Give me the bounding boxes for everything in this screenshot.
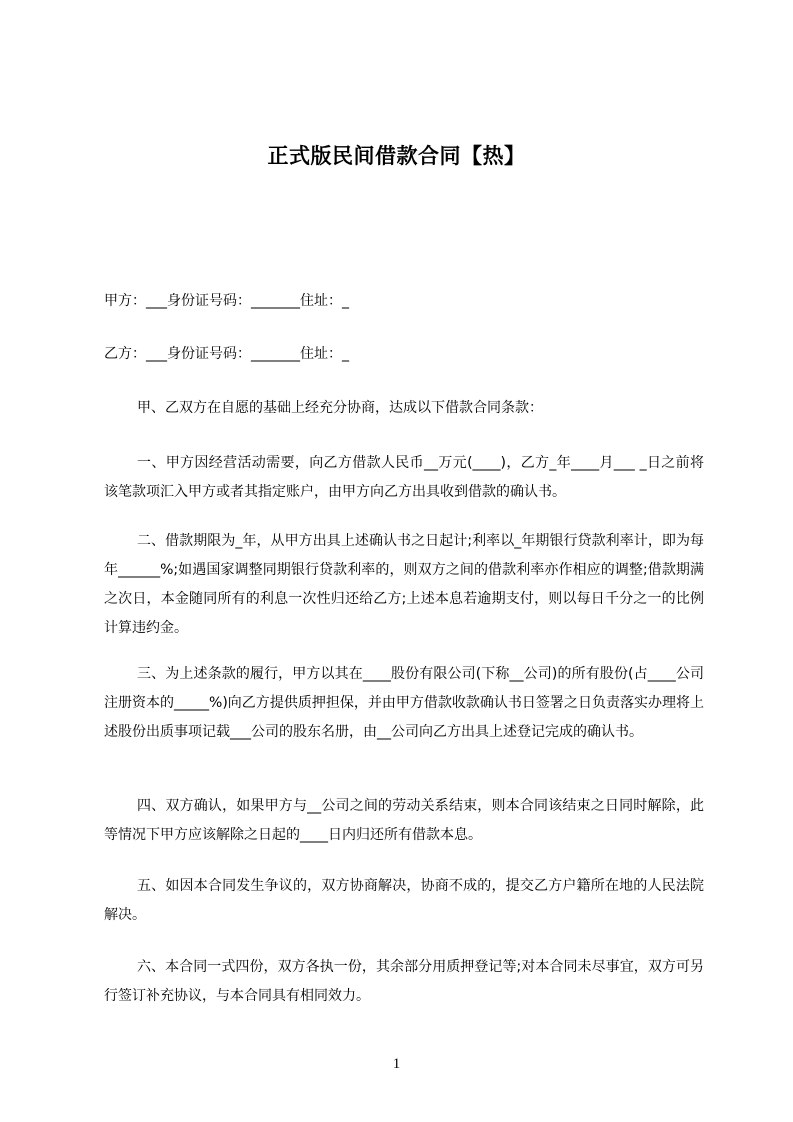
party-b-line: 乙方：___身份证号码：_______住址：_ xyxy=(104,346,349,362)
clause-6: 六、本合同一式四份，双方各执一份，其余部分用质押登记等;对本合同未尽事宜，双方可另行签订补充协议，与本合同具有相同效力。 xyxy=(104,959,704,1004)
document-title: 正式版民间借款合同【热】 xyxy=(267,144,526,168)
clause-2: 二、借款期限为_年，从甲方出具上述确认书之日起计;利率以_年期银行贷款利率计，即为每年______%;如遇国家调整同期银行贷款利率的，则双方之间的借款利率亦作相应的调整;借款期满之次日，本金随同所有的利息一次性归还给乙方;上述本息若逾期支付，则以每日千分之一的比例计算违约金。 xyxy=(104,533,704,636)
page-number: 1 xyxy=(392,1056,401,1072)
clause-4: 四、双方确认，如果甲方与__公司之间的劳动关系结束，则本合同该结束之日同时解除，此等情况下甲方应该解除之日起的____日内归还所有借款本息。 xyxy=(104,798,704,843)
clause-3: 三、为上述条款的履行，甲方以其在____股份有限公司(下称__公司)的所有股份(占____公司注册资本的_____%)向乙方提供质押担保，并由甲方借款收款确认书日签署之日负责落实办理将上述股份出质事项记载___公司的股东名册，由__公司向乙方出具上述登记完成的确认书。 xyxy=(104,666,704,740)
clause-5: 五、如因本合同发生争议的，双方协商解决，协商不成的，提交乙方户籍所在地的人民法院解决。 xyxy=(104,878,704,923)
clause-1: 一、甲方因经营活动需要，向乙方借款人民币__万元(____)，乙方_年____月___ _日之前将该笔款项汇入甲方或者其指定账户，由甲方向乙方出具收到借款的确认书。 xyxy=(104,455,704,500)
party-a-line: 甲方：___身份证号码：_______住址：_ xyxy=(104,293,349,309)
intro-paragraph: 甲、乙双方在自愿的基础上经充分协商，达成以下借款合同条款： xyxy=(137,400,543,416)
